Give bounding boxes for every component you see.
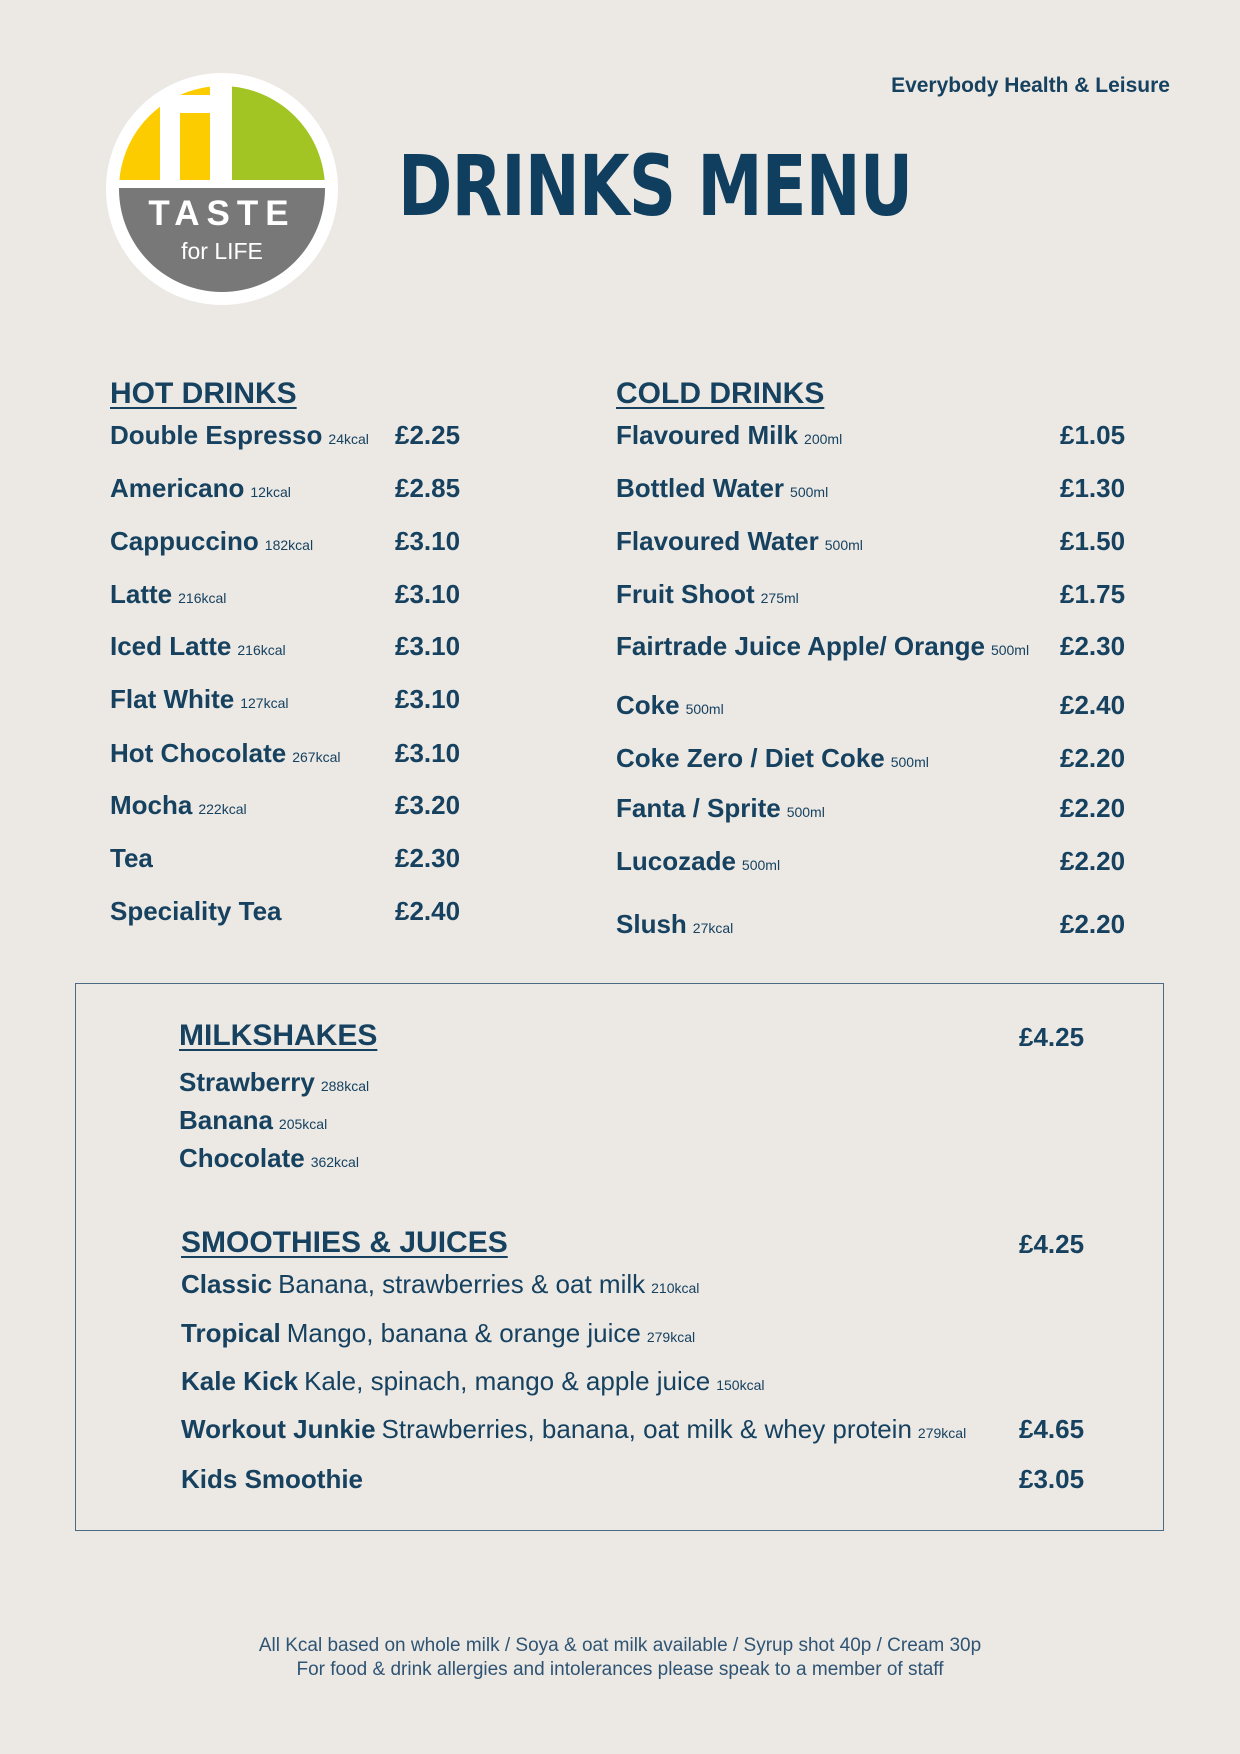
cold-drink-item-meta: 500ml — [790, 484, 829, 500]
milkshake-item — [179, 1143, 359, 1174]
smoothie-item-description: Banana, strawberries & oat milk — [278, 1269, 646, 1299]
cold-drink-item — [616, 846, 780, 877]
hot-drink-item-price: £3.10 — [395, 684, 461, 714]
hot-drink-item-meta: 216kcal — [178, 590, 227, 606]
cold-drink-item-name: Flavoured Water — [616, 526, 819, 556]
smoothie-item-description: Strawberries, banana, oat milk & whey protein — [381, 1414, 912, 1444]
smoothie-item — [181, 1464, 363, 1495]
cold-drink-item-name: Coke Zero / Diet Coke — [616, 743, 885, 773]
hot-drink-item-name: Americano — [110, 473, 245, 503]
hot-drink-item-name: Speciality Tea — [110, 896, 282, 926]
hot-drink-item-name: Hot Chocolate — [110, 738, 287, 768]
hot-drink-item-meta: 222kcal — [198, 801, 247, 817]
hot-drink-item-meta: 216kcal — [237, 642, 286, 658]
taste-for-life-logo — [106, 73, 338, 305]
cold-drink-item-meta: 500ml — [990, 642, 1030, 658]
cold-drink-item-meta: 500ml — [685, 701, 724, 717]
logo-word-for-life: for LIFE — [181, 238, 263, 264]
hot-drink-item-price: £2.30 — [395, 843, 461, 873]
smoothie-item-name: Kids Smoothie — [181, 1464, 364, 1494]
milkshake-item — [179, 1105, 327, 1136]
cold-drink-item-price: £2.20 — [1060, 793, 1126, 823]
page-title: DRINKS MENU — [398, 137, 913, 235]
hot-drink-item-price: £3.10 — [395, 526, 461, 556]
brand-tag: Everybody Health & Leisure — [891, 74, 1170, 97]
footer-note-kcal: All Kcal based on whole milk / Soya & oat milk available / Syrup shot 40p / Cream 30p — [258, 1635, 982, 1656]
cold-drink-item-meta: 500ml — [741, 857, 781, 873]
hot-drink-item-price: £3.20 — [395, 790, 461, 820]
hot-drink-item-name: Double Espresso — [110, 420, 323, 450]
hot-drink-item-price: £2.40 — [395, 896, 461, 926]
milkshake-item-name: Banana — [179, 1105, 273, 1135]
cold-drink-item-name: Fairtrade Juice Apple/ Orange — [616, 631, 985, 661]
hot-drink-item — [110, 526, 313, 557]
smoothies-price: £4.25 — [1019, 1229, 1085, 1259]
cold-drink-item-price: £2.30 — [1060, 631, 1126, 661]
milkshakes-heading: MILKSHAKES — [179, 1019, 378, 1052]
cold-drink-item-meta: 275ml — [760, 590, 799, 606]
smoothie-item-meta: 279kcal — [646, 1329, 696, 1345]
hot-drink-item-name: Latte — [110, 579, 173, 609]
milkshake-item-meta: 288kcal — [320, 1078, 370, 1094]
smoothies-heading: SMOOTHIES & JUICES — [181, 1226, 508, 1259]
cold-drink-item-name: Fruit Shoot — [616, 579, 755, 609]
smoothie-item-price: £3.05 — [1019, 1464, 1085, 1494]
hot-drink-item-price: £2.85 — [395, 473, 461, 503]
hot-drink-item-price: £3.10 — [395, 738, 461, 768]
smoothie-item — [181, 1269, 699, 1300]
hot-drink-item-name: Mocha — [110, 790, 193, 820]
milkshake-item-name: Chocolate — [179, 1143, 305, 1173]
smoothie-item — [181, 1318, 695, 1349]
milkshake-item — [179, 1067, 369, 1098]
smoothie-item-meta: 210kcal — [651, 1280, 700, 1296]
cold-drink-item-name: Bottled Water — [616, 473, 785, 503]
cold-drink-item-price: £1.50 — [1060, 526, 1126, 556]
cold-drink-item-name: Coke — [616, 690, 680, 720]
cold-drink-item-name: Slush — [616, 909, 687, 939]
smoothie-item-description: Kale, spinach, mango & apple juice — [304, 1366, 711, 1396]
hot-drink-item-price: £3.10 — [395, 631, 461, 661]
cold-drink-item-meta: 200ml — [804, 431, 843, 447]
hot-drink-item — [110, 579, 226, 610]
hot-drink-item-meta: 267kcal — [292, 749, 341, 765]
cold-drink-item-name: Lucozade — [616, 846, 736, 876]
smoothie-item-name: Classic — [181, 1269, 273, 1299]
cold-drink-item — [616, 526, 863, 557]
cold-drink-item — [616, 909, 733, 940]
cold-drink-item — [616, 743, 929, 774]
logo-word-taste: TASTE — [148, 194, 296, 233]
cold-drinks-heading: COLD DRINKS — [616, 377, 825, 410]
cold-drink-item — [616, 579, 799, 610]
hot-drinks-heading: HOT DRINKS — [110, 377, 297, 410]
hot-drink-item — [110, 473, 291, 504]
cold-drink-item — [616, 690, 724, 721]
hot-drink-item — [110, 896, 282, 927]
hot-drink-item — [110, 790, 247, 821]
hot-drink-item — [110, 684, 288, 715]
hot-drink-item-price: £3.10 — [395, 579, 461, 609]
cold-drink-item-meta: 500ml — [786, 804, 825, 820]
cold-drink-item-price: £2.20 — [1060, 743, 1126, 773]
smoothie-item-meta: 279kcal — [917, 1425, 967, 1441]
milkshake-item-name: Strawberry — [179, 1067, 315, 1097]
smoothie-item-meta: 150kcal — [716, 1377, 765, 1393]
cold-drink-item-price: £2.20 — [1060, 909, 1126, 939]
milkshakes-smoothies-box — [75, 983, 1164, 1531]
hot-drink-item-meta: 24kcal — [328, 431, 369, 447]
milkshakes-price: £4.25 — [1019, 1022, 1085, 1052]
smoothie-item — [181, 1366, 765, 1397]
hot-drink-item-name: Tea — [110, 843, 153, 873]
cold-drink-item-name: Flavoured Milk — [616, 420, 799, 450]
hot-drink-item-meta: 127kcal — [240, 695, 289, 711]
milkshake-item-meta: 205kcal — [278, 1116, 328, 1132]
hot-drink-item-name: Cappuccino — [110, 526, 259, 556]
cold-drink-item — [616, 631, 1029, 662]
cold-drink-item — [616, 793, 825, 824]
cold-drink-item-price: £1.30 — [1060, 473, 1126, 503]
cold-drink-item-name: Fanta / Sprite — [616, 793, 781, 823]
cold-drink-item — [616, 420, 842, 451]
smoothie-item-name: Tropical — [181, 1318, 281, 1348]
cold-drink-item-meta: 27kcal — [692, 920, 734, 936]
hot-drink-item — [110, 738, 341, 769]
cold-drink-item-meta: 500ml — [890, 754, 929, 770]
hot-drink-item-meta: 182kcal — [264, 537, 314, 553]
hot-drink-item-name: Flat White — [110, 684, 235, 714]
hot-drink-item — [110, 843, 153, 874]
smoothie-item-description: Mango, banana & orange juice — [286, 1318, 641, 1348]
smoothie-item-price: £4.65 — [1019, 1414, 1085, 1444]
cold-drink-item-price: £1.75 — [1060, 579, 1126, 609]
cold-drink-item — [616, 473, 828, 504]
cold-drink-item-price: £2.20 — [1060, 846, 1126, 876]
footer-note-allergies: For food & drink allergies and intolerances please speak to a member of staff — [296, 1659, 944, 1680]
smoothie-item — [181, 1414, 966, 1445]
milkshake-item-meta: 362kcal — [310, 1154, 359, 1170]
cold-drink-item-meta: 500ml — [824, 537, 863, 553]
cold-drink-item-price: £1.05 — [1060, 420, 1126, 450]
hot-drink-item-meta: 12kcal — [250, 484, 291, 500]
hot-drink-item — [110, 631, 286, 662]
cold-drink-item-price: £2.40 — [1060, 690, 1126, 720]
smoothie-item-name: Kale Kick — [181, 1366, 299, 1396]
hot-drink-item-name: Iced Latte — [110, 631, 232, 661]
hot-drink-item — [110, 420, 369, 451]
hot-drink-item-price: £2.25 — [395, 420, 461, 450]
smoothie-item-name: Workout Junkie — [181, 1414, 376, 1444]
